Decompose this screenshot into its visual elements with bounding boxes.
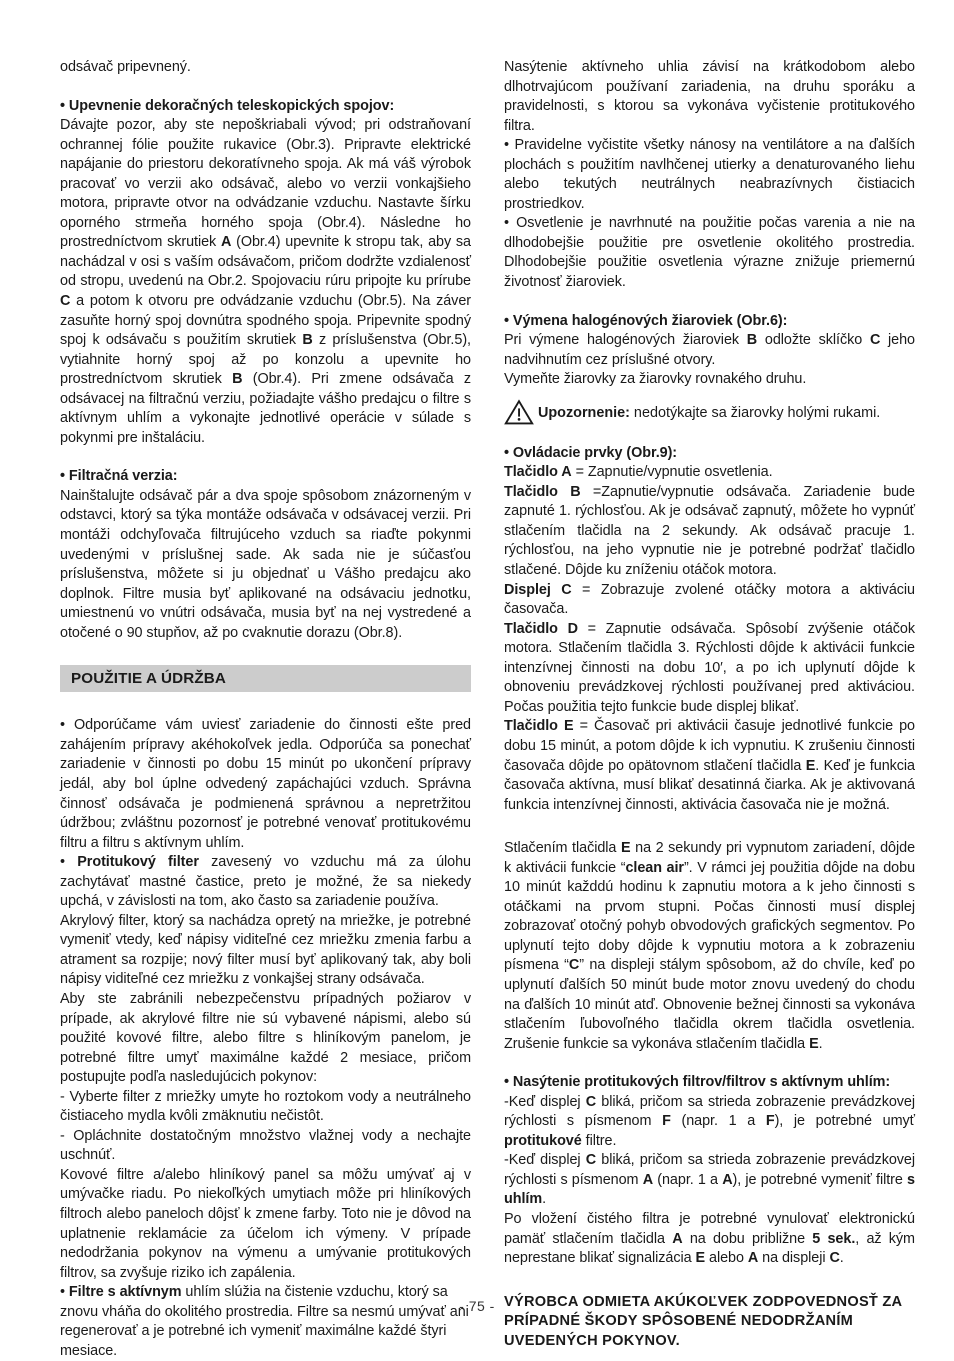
clean-air-text-2: na 2 sekundy pri vypnutom zariadení, dôjde k aktivácii funkcie “: [504, 840, 916, 876]
clean-air-text-4: ” na displeji stálym spôsobom, až do chvíle, keď po uplynutí ďalších 50 minút bude motor znovu uvedený do chodu na ďalších 10 minút atď. Obnovenie bežnej činnosti sa vykonáva stlačením ľubovoľného tlačidla okrem tlačidla osvetlenia. Zrušenie funkcie sa vykonáva stlačením tlačidla: [504, 957, 915, 1052]
heading-halogen-bulb-replacement: [504, 312, 915, 332]
heading-filter-version: [60, 467, 471, 487]
paragraph-cleaning: [504, 136, 915, 214]
heading-telescopic-joints: [60, 97, 471, 117]
page-number-text: - 75 -: [459, 1298, 495, 1314]
fs2-text-a: -Keď displej: [504, 1152, 586, 1169]
clean-air-text-5: .: [818, 1035, 823, 1052]
ref-letter-b: B: [746, 332, 758, 349]
paragraph-continued: [60, 58, 471, 78]
fs1-text-c: (napr. 1 a: [670, 1113, 766, 1130]
label-button-e: Tlačidlo E: [504, 718, 574, 735]
ref-letter-a: A: [672, 1230, 683, 1247]
cleaning-text: • Pravidelne vyčistite všetky nánosy na ventilátore a na ďalších plochách s použitím navlhčenej utierky a denaturovaného liehu alebo tekutých neutrálnych neabrazívnych čistiacich prostriedkov.: [504, 137, 915, 212]
clean-air-text-1: Stlačením tlačidla: [504, 840, 621, 857]
usage-text: • Odporúčame vám uviesť zariadenie do činnosti ešte pred zahájením prípravy akéhokoľvek jedla. Odporúča sa ponechať zariadenie v činnosti po dobu 15 minút po ukončení prípravy jedál, aby bol úplne odvedený zapáchajúci vzduch. Správna činnosť odsávača je podmienená správnou a nepretržitou údržbou; zvláštnu pozornosť je potrebné venovať protitukovému filtru a filtru s aktívnym uhlím.: [60, 717, 471, 851]
list-item-grease-saturation: [504, 1093, 915, 1152]
telescopic-text-3: a potom k otvoru pre odvádzanie vzduchu (Obr.5). Na záver zasuňte horný spoj dovnútra spodného spoja. Pripevnite spodný spoj k odsávaču s použitím skrutiek: [60, 293, 471, 349]
right-column: [504, 58, 915, 1361]
paragraph-memory-reset: [504, 1210, 915, 1269]
paragraph-acrylic-filter: [60, 912, 471, 990]
filter-version-text: Nainštalujte odsávač pár a dva spoje spôsobom znázorneným v odstavci, ktorý sa týka montáže odsávača v odsávacej verzii. Pri montáži odchyľovača filtrujúceho vzduch sa riaďte pokynmi uvedenými v príslušnej sade. Ak sada nie je súčasťou príslušenstva, môžete si ju objednať u Vášho predajcu ako doplnok. Filtre musia byť aplikované na odsávaciu jednotku, umiestnenú vo vnútri odsávača, musia byť na nej vystredené a otočené o 90 stupňov, až po cvaknutie dorazu (Obr.8).: [60, 487, 471, 641]
ref-letter-b1: B: [302, 332, 313, 349]
spacer: [504, 815, 915, 839]
heading-halogen-text: • Výmena halogénových žiaroviek (Obr.6):: [504, 312, 788, 329]
halogen-text-4: Vymeňte žiarovky za žiarovky rovnakého druhu.: [504, 371, 807, 388]
ref-letter-f1: F: [662, 1113, 671, 1130]
label-button-a: Tlačidlo A: [504, 464, 572, 481]
ref-letter-a2: A: [722, 1171, 733, 1188]
list-item-step-1: [60, 1088, 471, 1127]
spacer: [504, 425, 915, 444]
clean-air-text-3: ”. V rámci jej použitia dôjde na dobu 10 minút každdú hodinu k zapnutiu motora a k jeho činnosti s otáčkami na prvom stupni. Počas činnosti musí displej zobrazovať otočný pohyb obvodových grafických segmentov. Po uplynutí tejto doby dôjde k vypnutiu motora a k zobrazeniu písmena “: [504, 859, 916, 974]
fs2-text-e: .: [542, 1191, 547, 1208]
fs1-text-a: -Keď displej: [504, 1093, 586, 1110]
heading-filter-saturation-text: • Nasýtenie protitukových filtrov/filtrov s aktívnym uhlím:: [504, 1074, 891, 1091]
paragraph-display-c: [504, 581, 915, 620]
left-column: [60, 58, 471, 1361]
section-header-title: POUŽITIE A ÚDRŽBA: [71, 670, 226, 688]
spacer: [60, 448, 471, 467]
lighting-text: • Osvetlenie je navrhnuté na použitie počas varenia a nie na dlhodobejšie použitie pre osvetlenie okolitého prostredia. Dlhodobejšie použitie osvetlenia výrazne znižuje priemernú životnosť žiaroviek.: [504, 215, 915, 291]
telescopic-text-5: (Obr.4). Pri zmene odsávača z odsávacej na filtračnú verziu, požiadajte vášho predajcu o filtre s aktívnym uhlím a vykonajte jednotlivé operácie v súlade s pokynmi pre inštaláciu.: [60, 371, 471, 446]
page-number: [0, 1298, 954, 1314]
halogen-text-1: Pri výmene halogénových žiaroviek: [504, 332, 747, 349]
term-carbon-filter: Filtre s aktívnym: [68, 1284, 182, 1301]
term-grease-filter: Protitukový filter: [77, 854, 199, 871]
ref-letter-a2: A: [747, 1250, 759, 1267]
telescopic-text-4: z príslušenstva (Obr.5), vytiahnite horný spoj až po konzolu a upevnite ho prostredníctvom skrutiek: [60, 332, 471, 388]
paragraph-fire-prevention: [60, 990, 471, 1088]
reset-text-d: alebo: [705, 1250, 748, 1267]
warning-label: Upozornenie:: [538, 404, 630, 421]
carbon-filter-text: uhlím slúžia na čistenie vzduchu, ktorý sa znovu vháňa do okolitého prostredia. Filtre sa nesmú umývať ani regenerovať a je potrebné ich vymeniť maximálne každé štyri mesiace.: [60, 1284, 469, 1359]
label-button-d: Tlačidlo D: [504, 620, 578, 637]
bullet-marker: •: [60, 854, 78, 871]
term-grease-filters: protitukové: [504, 1132, 582, 1149]
list-item-carbon-saturation: [504, 1151, 915, 1210]
spacer: [504, 293, 915, 312]
heading-filter-version-text: • Filtračná verzia:: [60, 468, 178, 485]
desc-button-e-1: = Časovač pri aktivácii časuje jednotlivé funkcie po dobu 15 minút, a potom dôjde k ich vypnutiu. K zrušeniu činnosti časovača dôjde po opätovnom stlačení tlačidla: [504, 718, 915, 774]
fs1-text-e: filtre.: [581, 1132, 617, 1149]
ref-letter-c: C: [585, 1093, 597, 1110]
fs2-text-c: (napr. 1 a: [653, 1171, 723, 1188]
reset-text-a: Po vložení čistého filtra je potrebné vynulovať elektronickú pamäť stlačením tlačidla: [504, 1210, 915, 1247]
fs2-text-d: ), je potrebné vymeniť filtre: [732, 1171, 908, 1188]
spacer: [504, 1054, 915, 1073]
warning-text-block: [538, 402, 880, 424]
paragraph-grease-filter: [60, 853, 471, 912]
paragraph-button-d: [504, 620, 915, 718]
step-2-text: - Opláchnite dostatočným množstvo vlažnej vody a nechajte uschnúť.: [60, 1127, 471, 1164]
fs2-text-b: bliká, pričom sa strieda zobrazenie prevádzkovej rýchlosti s písmenom: [504, 1152, 915, 1188]
step-1-text: - Vyberte filter z mriežky umyte ho roztokom vody a neutrálneho čistiaceho mydla kvôli zmäknutiu nečistôt.: [60, 1088, 471, 1125]
paragraph-usage: [60, 716, 471, 853]
ref-letter-e: E: [620, 840, 631, 857]
value-5-seconds: 5 sek.: [812, 1230, 856, 1247]
ref-letter-e: E: [805, 757, 816, 774]
desc-button-d: = Zapnutie odsávača. Spôsobí zvýšenie otáčok motora. Stlačením tlačidla 3. Rýchlosti dôjde k aktivácii funkcie intenzívnej činnosti na dobu 10′, a po ich uplynutí dôjde k obnoveniu prevádzkovej rýchlosti používanej pred aktiváciou. Počas použitia tejto funkcie bude displej blikať.: [504, 620, 915, 715]
paragraph-halogen-replace-same: [504, 370, 915, 390]
paragraph-saturation: [504, 58, 915, 136]
list-item-step-2: [60, 1127, 471, 1166]
paragraph-carbon-filter: [60, 1283, 471, 1361]
warning-message: nedotýkajte sa žiarovky holými rukami.: [629, 404, 881, 421]
heading-controls: [504, 444, 915, 464]
halogen-text-2: odložte sklíčko: [757, 332, 870, 349]
fs1-text-d: ), je potrebné umyť: [774, 1113, 916, 1130]
grease-filter-text: zavesený vo vzduchu má za úlohu zachytávať mastné častice, preto je možné, že sa niekedy upchá, v závislosti na tom, ako často sa zariadenie používa.: [60, 854, 471, 910]
section-header-usage-maintenance: [60, 665, 471, 692]
ref-letter-c: C: [60, 293, 71, 310]
ref-letter-c: C: [869, 332, 881, 349]
label-display-c: Displej C: [504, 581, 572, 598]
ref-letter-c: C: [585, 1152, 597, 1169]
heading-controls-text: • Ovládacie prvky (Obr.9):: [504, 444, 678, 461]
dishwasher-text: Kovové filtre a/alebo hliníkový panel sa môžu umývať aj v umývačke riadu. Po niekoľkých umytiach môže pri hliníkových filtroch alebo paneloch dôjsť k zmene farby. Toto nie je dôvod na uplatnenie reklamácie za účelom ich výmeny. V prípade nedodržania pokynov na výmenu a umývanie protitukových filtrov, sa zvyšuje riziko ich zapálenia.: [60, 1166, 471, 1281]
paragraph-lighting: [504, 214, 915, 292]
ref-letter-a: A: [220, 234, 232, 251]
halogen-text-3: jeho nadvihnutím cez príslušné otvory.: [504, 332, 916, 368]
reset-text-f: .: [839, 1250, 844, 1267]
paragraph-clean-air: [504, 839, 915, 1054]
ref-letter-b2: B: [232, 371, 243, 388]
fs1-text-b: bliká, pričom sa strieda zobrazenie prevádzkovej rýchlosti s písmenom: [504, 1093, 915, 1130]
desc-display-c: = Zobrazuje zvolené otáčky motora a aktiváciu časovača.: [504, 581, 915, 618]
paragraph-dishwasher: [60, 1166, 471, 1283]
reset-text-e: na displeji: [758, 1250, 830, 1267]
ref-letter-f2: F: [765, 1113, 775, 1130]
paragraph-button-a: [504, 463, 915, 483]
desc-button-e-2: . Keď je funkcia časovača aktívna, musí blikať desatinná čiarka. Ak je aktivovaná funkcia intenzívnej činnosti, aktivácia časovača nie je možná.: [504, 757, 915, 813]
disclaimer-text: VÝROBCA ODMIETA AKÚKOĽVEK ZODPOVEDNOSŤ ZA PRÍPADNÉ ŠKODY SPÔSOBENÉ NEDODRŽANÍM UVEDENÝCH POKYNOV.: [504, 1293, 902, 1349]
warning-triangle-icon: [504, 399, 534, 425]
paragraph-telescopic-body: [60, 116, 471, 448]
acrylic-filter-text: Akrylový filter, ktorý sa nachádza opretý na mriežke, je potrebné vymeniť vtedy, keď nápisy viditeľné cez mriežku zmenia farbu a atrament sa rozpije; nový filter musí byť aplikovaný tak, aby boli nápisy viditeľné cez mriežku z vonkajšej strany odsávača.: [60, 912, 471, 988]
ref-letter-e2: E: [809, 1035, 819, 1052]
continued-text: odsávač pripevnený.: [60, 59, 191, 75]
ref-letter-a1: A: [642, 1171, 654, 1188]
paragraph-button-e: [504, 717, 915, 815]
paragraph-button-b: [504, 483, 915, 581]
warning-notice: [504, 402, 915, 425]
telescopic-text-2: (Obr.4) upevnite k stropu tak, aby sa nachádzal v osi s vaším odsávačom, pričom dodržte vzdialenosť od stropu, uvedenú na Obr.2. Spojovaciu rúru pripojte ku prírube: [60, 234, 471, 290]
saturation-text: Nasýtenie aktívneho uhlia závisí na krátkodobom alebo dlhotrvajúcom používaní zariadenia, na druhu sporáku a pravidelnosti, s ktorou sa vykonáva vyčistenie protitukového filtra.: [504, 59, 915, 134]
desc-button-b: =Zapnutie/vypnutie odsávača. Zariadenie bude zapnuté 1. rýchlosťou. Ak je odsávač zapnutý, môžete ho vypnúť stlačením tlačidla na 2 sekundy. Ak odsávač pracuje 1. rýchlosťou, na jeho vypnutie nie je potrebné podržať tlačidlo stlačené. Dôjde ku zníženiu otáčok motora.: [504, 483, 915, 579]
bullet-marker: •: [60, 1284, 69, 1301]
ref-letter-c: C: [829, 1250, 840, 1267]
fire-prevention-text: Aby ste zabránili nebezpečenstvu prípadných požiarov v prípade, ak akrylové filtre nie sú vybavené nápismi, alebo sú použité kovové filtre, alebo filtre s hliníkovým panelom, je potrebné filtre umyť maximálne každé 2 mesiace, pričom postupujte podľa nasledujúcich pokynov:: [60, 990, 471, 1086]
heading-telescopic-joints-text: • Upevnenie dekoračných teleskopických spojov:: [60, 97, 395, 114]
term-carbon-filters: s uhlím: [504, 1171, 915, 1208]
spacer: [60, 78, 471, 97]
paragraph-halogen-body: [504, 331, 915, 370]
ref-letter-e: E: [695, 1250, 706, 1267]
heading-filter-saturation: [504, 1073, 915, 1093]
spacer: [504, 1269, 915, 1293]
reset-text-b: na dobu približne: [682, 1230, 813, 1247]
paragraph-filter-version: [60, 487, 471, 643]
telescopic-text-1: Dávajte pozor, aby ste nepoškriabali vývod; pri odstraňovaní ochrannej fólie použite rukavice (Obr.3). Pripravte elektrické napájanie do priestoru dekoratívneho spoja. Ak má váš výrobok pracovať vo verzii ako odsávač, alebo vo verzii vonkajšieho motora, pripravte otvor na odvádzanie vzduchu. Nastavte šírku oporného strmeňa horného spoja (Obr.4). Následne ho prostredníctvom skrutiek: [60, 117, 471, 251]
label-button-b: Tlačidlo B: [504, 483, 581, 500]
reset-text-c: , až kým neprestane blikať signalizácia: [504, 1230, 915, 1267]
term-clean-air: clean air: [625, 859, 684, 876]
desc-button-a: = Zapnutie/vypnutie osvetlenia.: [571, 464, 773, 481]
ref-letter-c: C: [568, 957, 580, 974]
two-column-layout: [60, 58, 915, 1361]
